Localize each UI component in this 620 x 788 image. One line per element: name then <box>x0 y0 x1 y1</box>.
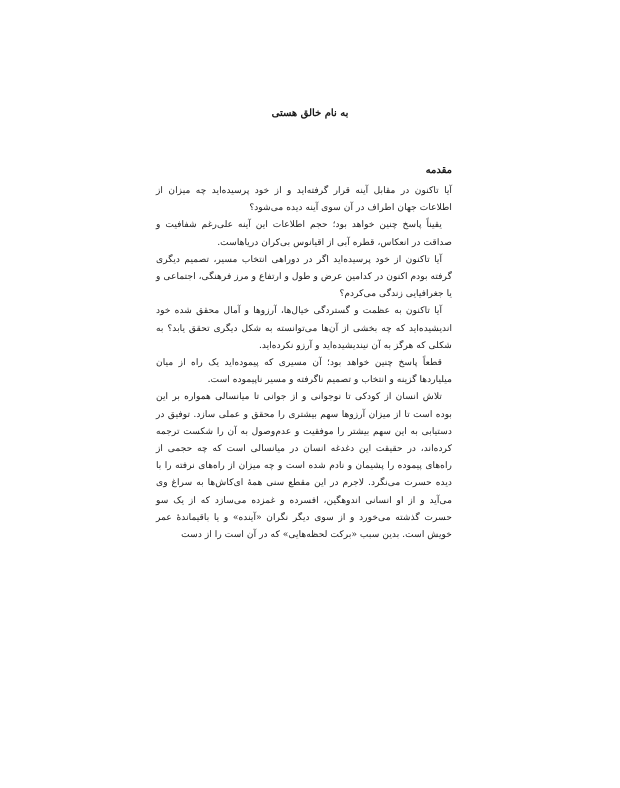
dedication-heading: به نام خالق هستی <box>271 108 349 119</box>
body-text <box>156 162 452 543</box>
paragraph: آیا تاکنون در مقابل آینه قرار گرفته‌اید و از خود پرسیده‌اید چه میزان از اطلاعات جهان اطراف در آن سوی آینه دیده می‌شود؟ <box>156 185 452 214</box>
paragraph: تلاش انسان از کودکی تا نوجوانی و از جوانی تا میانسالی همواره بر این بوده است تا از میزان آرزوها سهم بیشتری را محقق و عملی سازد. توفیق در دستیابی به این سهم بیشتر را موفقیت و عدم‌وصول به آن را شکست ترجمه کرده‌اند، در حقیقت این دغدغه انسان در میانسالی است که چه حجمی از راه‌های پیموده را پشیمان و نادم شده است و چه میزان از راه‌های نرفته را با دیده حسرت می‌نگرد. لاجرم در این مقطع سنی همهٔ ای‌کاش‌ها به سراغ وی می‌آید و از او انسانی اندوهگین، افسرده و غمزده می‌سازد که از یک سو حسرت گذشته می‌خورد و از سوی دیگر نگران «آینده» و یا باقیماندهٔ عمر خویش است. بدین سبب «برکت لحظه‌هایی» که در آن است را از دست <box>156 391 452 541</box>
paragraph: آیا تاکنون از خود پرسیده‌اید اگر در دوراهی انتخاب مسیر، تصمیم دیگری گرفته بودم اکنون در کدامین عرض و طول و ارتفاع و مرز فرهنگی، اجتماعی و یا جغرافیایی زندگی می‌کردم؟ <box>156 253 452 300</box>
paragraph: یقیناً پاسخ چنین خواهد بود؛ حجم اطلاعات این آینه علی‌رغم شفافیت و صداقت در انعکاس، قطره آبی از اقیانوس بی‌کران دریاهاست. <box>156 219 452 248</box>
paragraph: آیا تاکنون به عظمت و گستردگی خیال‌ها، آرزوها و آمال محقق شده خود اندیشیده‌اید که چه بخشی از آن‌ها می‌توانسته به شکل دیگری تحقق یابد؟ به شکلی که هرگز به آن نیندیشیده‌اید و آرزو نکرده‌اید. <box>156 305 452 351</box>
section-title: مقدمه <box>425 165 452 176</box>
paragraph: قطعاً پاسخ چنین خواهد بود؛ آن مسیری که پیموده‌اید یک راه از میان میلیاردها گزینه و انتخاب و تصمیم ناگرفته و مسیر ناپیموده است. <box>156 357 452 386</box>
